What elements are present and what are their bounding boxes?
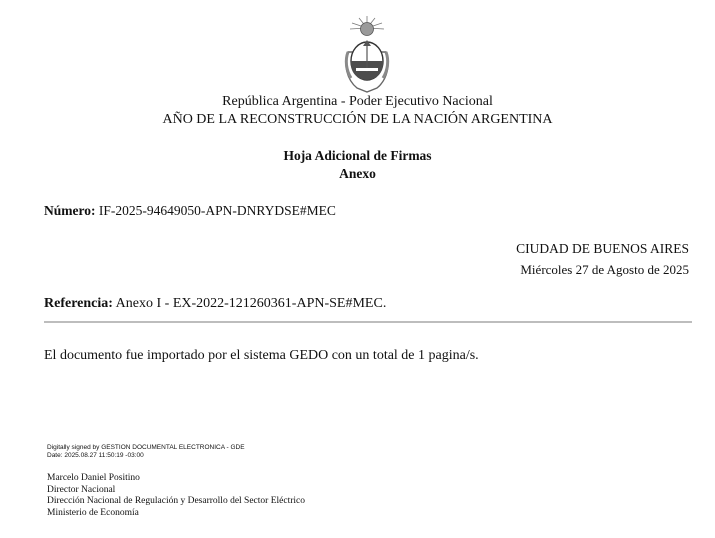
document-date: Miércoles 27 de Agosto de 2025 [520,262,689,277]
reference-value: Anexo I - EX-2022-121260361-APN-SE#MEC. [115,296,387,311]
year-motto: AÑO DE LA RECONSTRUCCIÓN DE LA NACIÓN ARGENTINA [162,112,553,127]
body-text: El documento fue importado por el sistema GEDO con un total de 1 pagina/s. [44,348,479,363]
signer-office: Dirección Nacional de Regulación y Desarrollo del Sector Eléctrico [47,496,305,507]
digital-signature-line: Digitally signed by GESTION DOCUMENTAL ELECTRONICA - GDE [47,444,245,451]
sheet-subtitle: Anexo [339,166,376,181]
argentina-coat-of-arms-icon [339,14,395,94]
city: CIUDAD DE BUENOS AIRES [516,241,689,256]
document-number [44,203,336,219]
digital-signature-stamp [47,444,245,460]
document-number-value: IF-2025-94649050-APN-DNRYDSE#MEC [98,203,336,218]
signer-ministry: Ministerio de Economía [47,508,139,519]
government-header: República Argentina - Poder Ejecutivo Nacional [222,94,493,109]
reference-label: Referencia: [44,296,113,311]
document-number-label: Número: [44,203,96,218]
signer-position: Director Nacional [47,484,116,495]
digital-signature-date: Date: 2025.08.27 11:50:19 -03:00 [47,452,144,459]
sheet-title: Hoja Adicional de Firmas [283,148,432,163]
reference [44,296,386,312]
divider [44,321,692,323]
signer-block [47,473,305,520]
signer-name: Marcelo Daniel Positino [47,473,140,483]
